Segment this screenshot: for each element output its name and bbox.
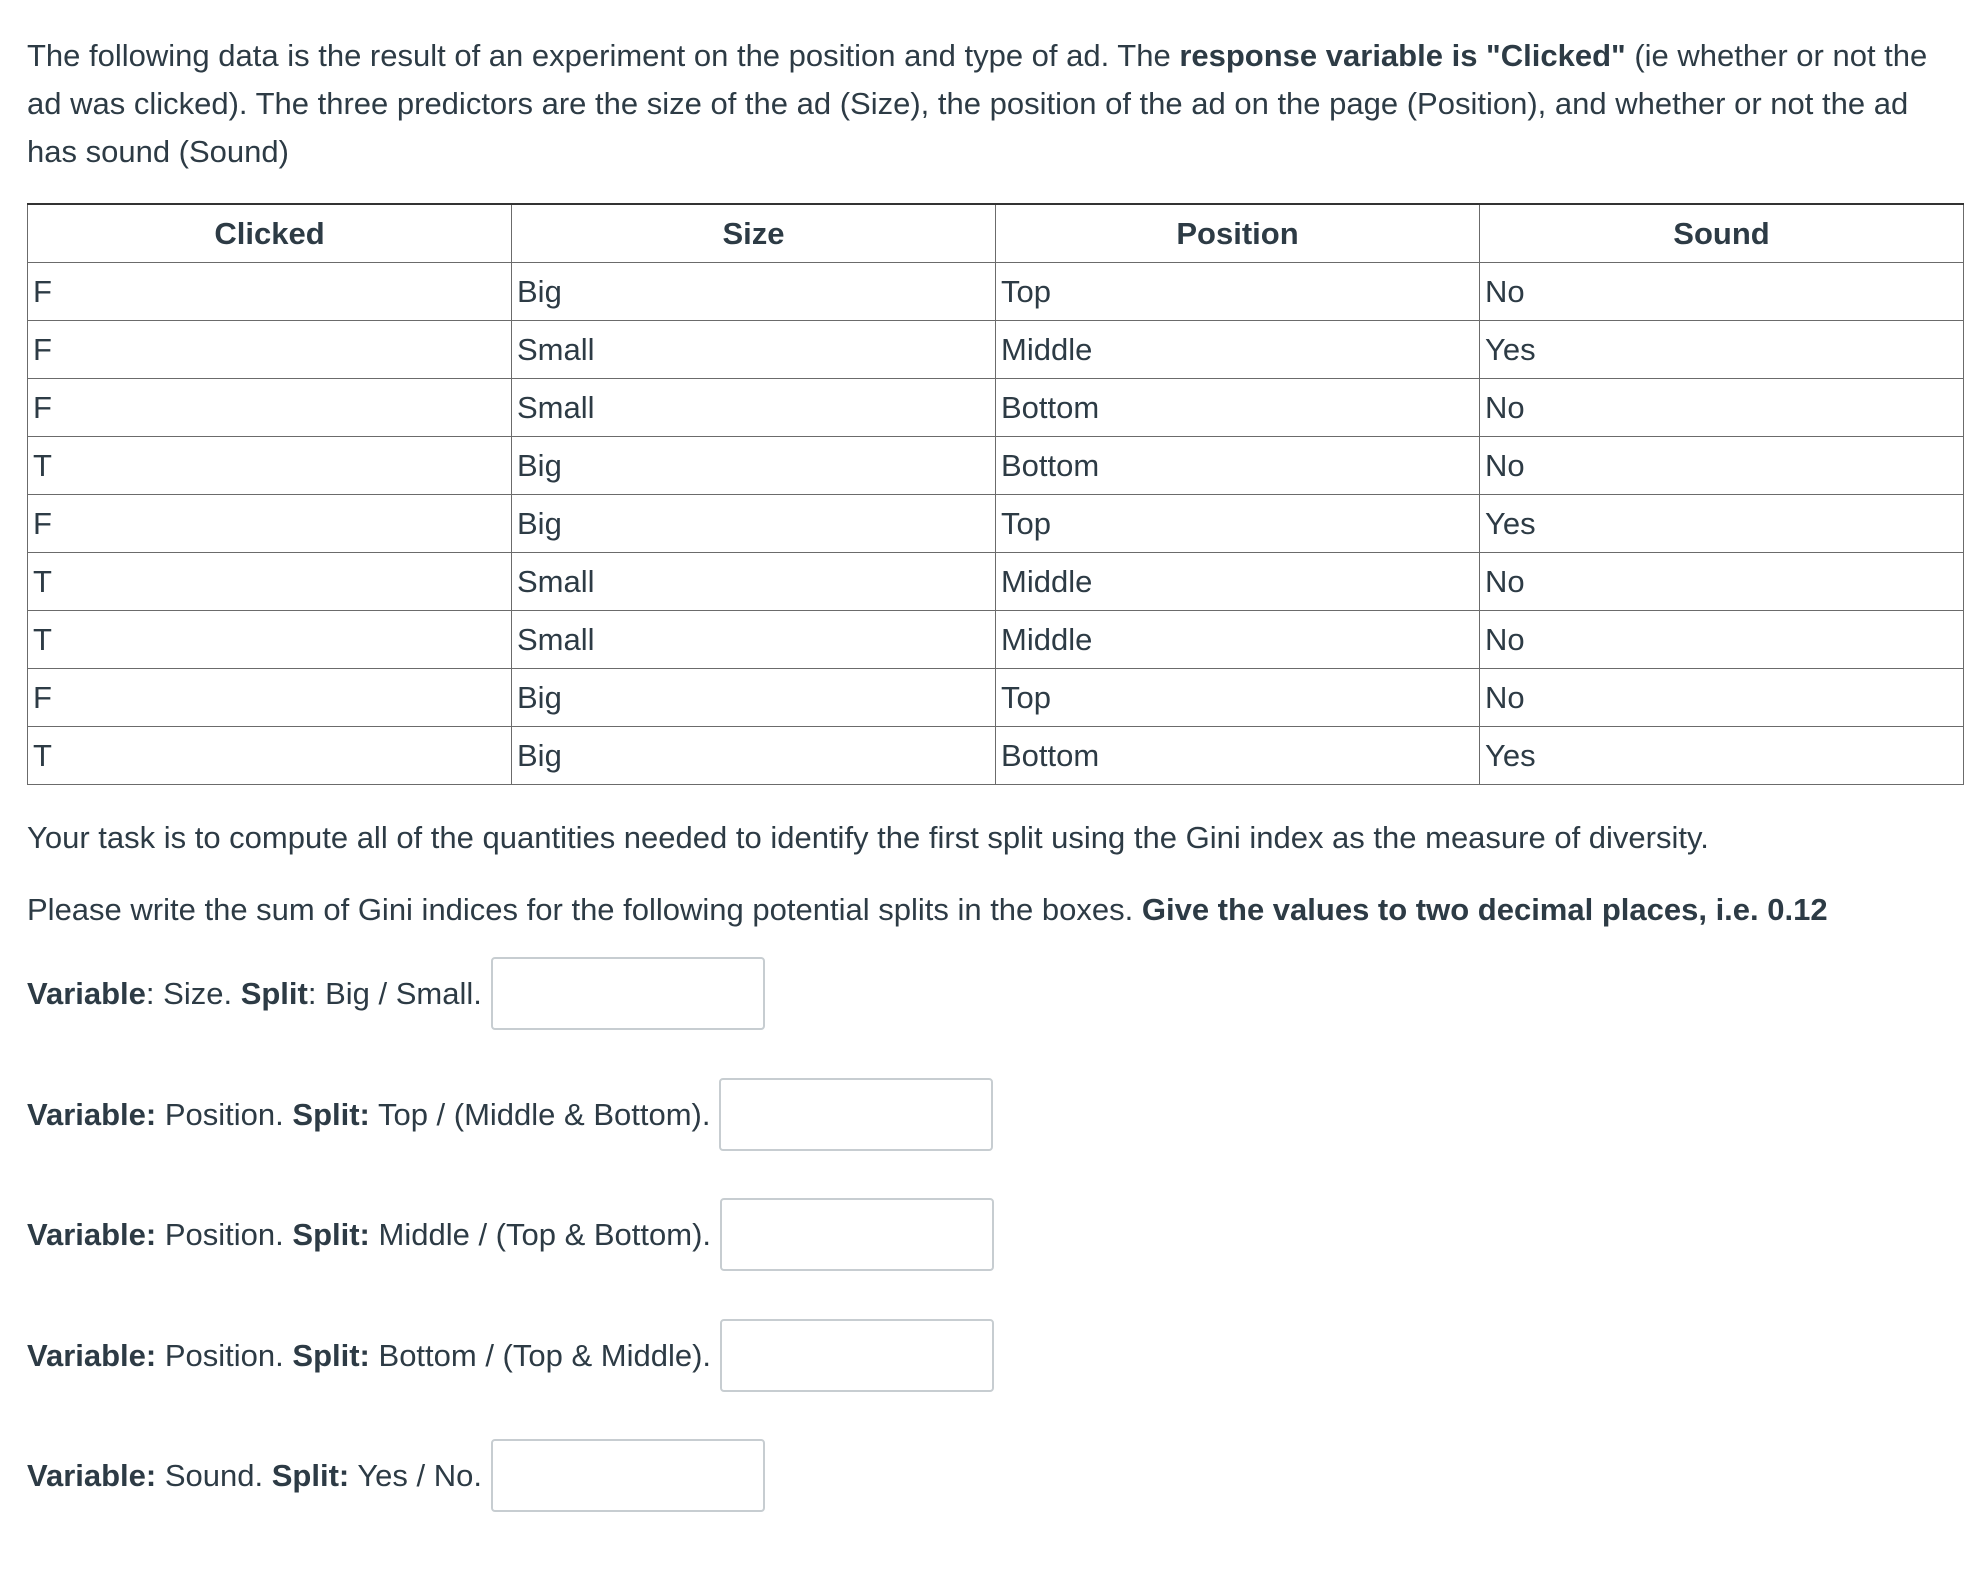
cell-size: Small bbox=[512, 611, 996, 669]
variable-label: Variable: bbox=[27, 1457, 157, 1493]
cell-position: Top bbox=[996, 495, 1480, 553]
cell-sound: Yes bbox=[1480, 727, 1964, 785]
cell-position: Top bbox=[996, 263, 1480, 321]
task-line-2-bold: Give the values to two decimal places, i.e. 0.12 bbox=[1141, 892, 1828, 927]
cell-sound: No bbox=[1480, 379, 1964, 437]
table-row bbox=[28, 263, 1964, 321]
question-position-bottom bbox=[27, 1319, 994, 1392]
task-line-2: Please write the sum of Gini indices for the following potential splits in the boxes. bbox=[27, 892, 1142, 927]
intro-bold: response variable is "Clicked" bbox=[1179, 38, 1626, 73]
table-row bbox=[28, 553, 1964, 611]
cell-clicked: T bbox=[28, 611, 512, 669]
cell-sound: No bbox=[1480, 669, 1964, 727]
cell-sound: No bbox=[1480, 437, 1964, 495]
cell-clicked: F bbox=[28, 263, 512, 321]
table-row bbox=[28, 437, 1964, 495]
variable-value: Position. bbox=[164, 1337, 293, 1373]
task-instruction-2 bbox=[27, 890, 1828, 930]
cell-size: Small bbox=[512, 379, 996, 437]
split-value: Middle / (Top & Bottom). bbox=[378, 1216, 712, 1252]
split-value: Big / Small. bbox=[325, 975, 482, 1011]
cell-sound: No bbox=[1480, 553, 1964, 611]
table-row bbox=[28, 495, 1964, 553]
header-sound: Sound bbox=[1480, 204, 1964, 263]
question-position-middle bbox=[27, 1198, 994, 1271]
answer-input-position-top[interactable] bbox=[719, 1078, 993, 1151]
cell-size: Small bbox=[512, 321, 996, 379]
cell-position: Bottom bbox=[996, 379, 1480, 437]
table-row bbox=[28, 727, 1964, 785]
split-value: Bottom / (Top & Middle). bbox=[378, 1337, 712, 1373]
table-row bbox=[28, 611, 1964, 669]
split-label: Split: bbox=[271, 1457, 350, 1493]
cell-clicked: F bbox=[28, 495, 512, 553]
question-label bbox=[27, 1458, 482, 1494]
variable-label: Variable: bbox=[27, 1096, 157, 1132]
cell-position: Top bbox=[996, 669, 1480, 727]
table-header-row bbox=[28, 204, 1964, 263]
cell-clicked: T bbox=[28, 553, 512, 611]
question-label bbox=[27, 1217, 711, 1253]
variable-label: Variable: bbox=[27, 1216, 157, 1252]
header-position: Position bbox=[996, 204, 1480, 263]
question-label bbox=[27, 1097, 710, 1133]
cell-sound: Yes bbox=[1480, 495, 1964, 553]
split-value: Top / (Middle & Bottom). bbox=[377, 1096, 711, 1132]
cell-size: Big bbox=[512, 669, 996, 727]
cell-sound: Yes bbox=[1480, 321, 1964, 379]
task-instruction bbox=[27, 818, 1709, 858]
cell-clicked: T bbox=[28, 437, 512, 495]
variable-label: Variable: bbox=[27, 1337, 157, 1373]
cell-size: Big bbox=[512, 495, 996, 553]
answer-input-size[interactable] bbox=[491, 957, 765, 1030]
cell-position: Bottom bbox=[996, 727, 1480, 785]
variable-value: Position. bbox=[164, 1096, 293, 1132]
cell-size: Big bbox=[512, 727, 996, 785]
question-size bbox=[27, 957, 765, 1030]
intro-text-2: (ie whether or not the ad was clicked). The three predictors are the size of the ad (Size), the position of the ad on the page (Position), and whether or not the ad has sound (Sound) bbox=[27, 38, 1928, 169]
table-row bbox=[28, 669, 1964, 727]
cell-clicked: F bbox=[28, 669, 512, 727]
intro-paragraph bbox=[27, 32, 1957, 176]
cell-size: Small bbox=[512, 553, 996, 611]
cell-position: Bottom bbox=[996, 437, 1480, 495]
split-label: Split: bbox=[292, 1096, 370, 1132]
cell-clicked: F bbox=[28, 321, 512, 379]
cell-position: Middle bbox=[996, 611, 1480, 669]
table-row bbox=[28, 379, 1964, 437]
question-label: Variable: Size. Split: Big / Small. bbox=[27, 975, 482, 1011]
variable-value: Position. bbox=[164, 1216, 293, 1252]
split-label: Split bbox=[240, 975, 308, 1011]
table-row bbox=[28, 321, 1964, 379]
question-label bbox=[27, 1338, 711, 1374]
answer-input-position-bottom[interactable] bbox=[720, 1319, 994, 1392]
variable-value: Sound. bbox=[164, 1457, 272, 1493]
data-table bbox=[27, 203, 1964, 785]
split-label: Split: bbox=[292, 1337, 370, 1373]
header-clicked: Clicked bbox=[28, 204, 512, 263]
cell-position: Middle bbox=[996, 321, 1480, 379]
task-line-1: Your task is to compute all of the quantities needed to identify the first split using the Gini index as the measure of diversity. bbox=[27, 820, 1709, 855]
question-position-top bbox=[27, 1078, 993, 1151]
header-size: Size bbox=[512, 204, 996, 263]
answer-input-position-middle[interactable] bbox=[720, 1198, 994, 1271]
question-sound bbox=[27, 1439, 765, 1512]
split-label: Split: bbox=[292, 1216, 370, 1252]
cell-clicked: T bbox=[28, 727, 512, 785]
cell-size: Big bbox=[512, 437, 996, 495]
cell-sound: No bbox=[1480, 263, 1964, 321]
cell-clicked: F bbox=[28, 379, 512, 437]
cell-sound: No bbox=[1480, 611, 1964, 669]
cell-position: Middle bbox=[996, 553, 1480, 611]
answer-input-sound[interactable] bbox=[491, 1439, 765, 1512]
intro-text-1: The following data is the result of an experiment on the position and type of ad. The bbox=[27, 38, 1180, 73]
variable-value: Size. bbox=[163, 975, 241, 1011]
split-value: Yes / No. bbox=[357, 1457, 482, 1493]
cell-size: Big bbox=[512, 263, 996, 321]
variable-label: Variable bbox=[27, 975, 146, 1011]
